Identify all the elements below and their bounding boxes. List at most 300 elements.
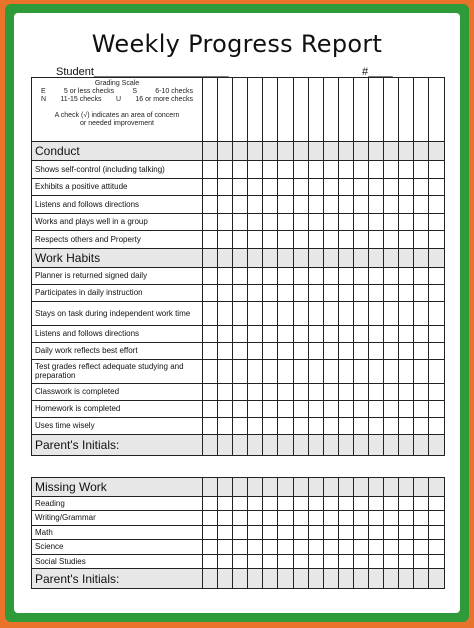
check-cell[interactable] bbox=[233, 400, 248, 417]
check-cell[interactable] bbox=[203, 540, 218, 555]
check-cell[interactable] bbox=[233, 554, 248, 569]
check-cell[interactable] bbox=[248, 248, 263, 267]
check-cell[interactable] bbox=[338, 477, 353, 496]
check-cell[interactable] bbox=[414, 142, 429, 161]
check-cell[interactable] bbox=[203, 496, 218, 511]
check-cell[interactable] bbox=[353, 78, 368, 142]
check-cell[interactable] bbox=[429, 434, 444, 455]
check-cell[interactable] bbox=[369, 284, 384, 301]
check-cell[interactable] bbox=[384, 161, 399, 179]
check-cell[interactable] bbox=[429, 477, 444, 496]
check-cell[interactable] bbox=[308, 78, 323, 142]
check-cell[interactable] bbox=[323, 554, 338, 569]
check-cell[interactable] bbox=[399, 342, 414, 359]
check-cell[interactable] bbox=[338, 417, 353, 434]
check-cell[interactable] bbox=[278, 342, 293, 359]
check-cell[interactable] bbox=[338, 383, 353, 400]
check-cell[interactable] bbox=[203, 284, 218, 301]
check-cell[interactable] bbox=[369, 383, 384, 400]
check-cell[interactable] bbox=[369, 142, 384, 161]
check-cell[interactable] bbox=[353, 231, 368, 249]
check-cell[interactable] bbox=[308, 434, 323, 455]
check-cell[interactable] bbox=[429, 569, 444, 589]
check-cell[interactable] bbox=[218, 213, 233, 231]
check-cell[interactable] bbox=[384, 267, 399, 284]
check-cell[interactable] bbox=[203, 477, 218, 496]
check-cell[interactable] bbox=[293, 434, 308, 455]
check-cell[interactable] bbox=[293, 569, 308, 589]
check-cell[interactable] bbox=[233, 231, 248, 249]
check-cell[interactable] bbox=[384, 342, 399, 359]
check-cell[interactable] bbox=[384, 301, 399, 325]
check-cell[interactable] bbox=[429, 511, 444, 526]
check-cell[interactable] bbox=[233, 284, 248, 301]
check-cell[interactable] bbox=[384, 213, 399, 231]
check-cell[interactable] bbox=[308, 554, 323, 569]
check-cell[interactable] bbox=[203, 569, 218, 589]
check-cell[interactable] bbox=[278, 161, 293, 179]
check-cell[interactable] bbox=[353, 496, 368, 511]
check-cell[interactable] bbox=[233, 342, 248, 359]
check-cell[interactable] bbox=[414, 196, 429, 214]
check-cell[interactable] bbox=[414, 231, 429, 249]
check-cell[interactable] bbox=[338, 525, 353, 540]
check-cell[interactable] bbox=[353, 142, 368, 161]
check-cell[interactable] bbox=[263, 248, 278, 267]
check-cell[interactable] bbox=[338, 231, 353, 249]
check-cell[interactable] bbox=[384, 540, 399, 555]
check-cell[interactable] bbox=[308, 511, 323, 526]
check-cell[interactable] bbox=[353, 400, 368, 417]
check-cell[interactable] bbox=[338, 400, 353, 417]
check-cell[interactable] bbox=[248, 301, 263, 325]
check-cell[interactable] bbox=[384, 569, 399, 589]
check-cell[interactable] bbox=[414, 434, 429, 455]
check-cell[interactable] bbox=[263, 142, 278, 161]
check-cell[interactable] bbox=[323, 383, 338, 400]
check-cell[interactable] bbox=[293, 383, 308, 400]
check-cell[interactable] bbox=[248, 196, 263, 214]
check-cell[interactable] bbox=[263, 569, 278, 589]
check-cell[interactable] bbox=[414, 248, 429, 267]
check-cell[interactable] bbox=[218, 511, 233, 526]
check-cell[interactable] bbox=[233, 196, 248, 214]
check-cell[interactable] bbox=[278, 477, 293, 496]
check-cell[interactable] bbox=[203, 161, 218, 179]
check-cell[interactable] bbox=[338, 325, 353, 342]
check-cell[interactable] bbox=[308, 325, 323, 342]
check-cell[interactable] bbox=[293, 178, 308, 196]
check-cell[interactable] bbox=[278, 231, 293, 249]
check-cell[interactable] bbox=[414, 178, 429, 196]
check-cell[interactable] bbox=[308, 383, 323, 400]
check-cell[interactable] bbox=[429, 400, 444, 417]
check-cell[interactable] bbox=[369, 301, 384, 325]
check-cell[interactable] bbox=[399, 400, 414, 417]
check-cell[interactable] bbox=[414, 417, 429, 434]
check-cell[interactable] bbox=[218, 477, 233, 496]
check-cell[interactable] bbox=[338, 213, 353, 231]
check-cell[interactable] bbox=[218, 496, 233, 511]
check-cell[interactable] bbox=[293, 248, 308, 267]
check-cell[interactable] bbox=[399, 196, 414, 214]
check-cell[interactable] bbox=[429, 161, 444, 179]
check-cell[interactable] bbox=[353, 477, 368, 496]
check-cell[interactable] bbox=[338, 540, 353, 555]
check-cell[interactable] bbox=[248, 359, 263, 383]
check-cell[interactable] bbox=[278, 496, 293, 511]
check-cell[interactable] bbox=[353, 213, 368, 231]
check-cell[interactable] bbox=[233, 267, 248, 284]
check-cell[interactable] bbox=[338, 161, 353, 179]
check-cell[interactable] bbox=[263, 496, 278, 511]
check-cell[interactable] bbox=[414, 477, 429, 496]
check-cell[interactable] bbox=[218, 78, 233, 142]
check-cell[interactable] bbox=[429, 142, 444, 161]
check-cell[interactable] bbox=[233, 161, 248, 179]
check-cell[interactable] bbox=[399, 142, 414, 161]
check-cell[interactable] bbox=[233, 383, 248, 400]
check-cell[interactable] bbox=[369, 78, 384, 142]
check-cell[interactable] bbox=[384, 142, 399, 161]
check-cell[interactable] bbox=[218, 161, 233, 179]
check-cell[interactable] bbox=[233, 477, 248, 496]
check-cell[interactable] bbox=[414, 301, 429, 325]
check-cell[interactable] bbox=[293, 540, 308, 555]
check-cell[interactable] bbox=[263, 540, 278, 555]
check-cell[interactable] bbox=[248, 540, 263, 555]
check-cell[interactable] bbox=[203, 359, 218, 383]
check-cell[interactable] bbox=[399, 434, 414, 455]
check-cell[interactable] bbox=[203, 142, 218, 161]
check-cell[interactable] bbox=[278, 554, 293, 569]
check-cell[interactable] bbox=[248, 434, 263, 455]
check-cell[interactable] bbox=[399, 248, 414, 267]
check-cell[interactable] bbox=[263, 213, 278, 231]
check-cell[interactable] bbox=[338, 267, 353, 284]
check-cell[interactable] bbox=[248, 325, 263, 342]
check-cell[interactable] bbox=[263, 78, 278, 142]
check-cell[interactable] bbox=[218, 248, 233, 267]
check-cell[interactable] bbox=[233, 540, 248, 555]
check-cell[interactable] bbox=[278, 284, 293, 301]
check-cell[interactable] bbox=[293, 400, 308, 417]
check-cell[interactable] bbox=[218, 196, 233, 214]
check-cell[interactable] bbox=[414, 554, 429, 569]
check-cell[interactable] bbox=[429, 554, 444, 569]
check-cell[interactable] bbox=[308, 142, 323, 161]
check-cell[interactable] bbox=[399, 267, 414, 284]
check-cell[interactable] bbox=[218, 434, 233, 455]
check-cell[interactable] bbox=[293, 213, 308, 231]
check-cell[interactable] bbox=[353, 359, 368, 383]
check-cell[interactable] bbox=[308, 569, 323, 589]
check-cell[interactable] bbox=[338, 78, 353, 142]
check-cell[interactable] bbox=[218, 540, 233, 555]
check-cell[interactable] bbox=[263, 231, 278, 249]
check-cell[interactable] bbox=[308, 231, 323, 249]
check-cell[interactable] bbox=[278, 417, 293, 434]
check-cell[interactable] bbox=[308, 342, 323, 359]
check-cell[interactable] bbox=[293, 161, 308, 179]
check-cell[interactable] bbox=[384, 477, 399, 496]
check-cell[interactable] bbox=[353, 554, 368, 569]
check-cell[interactable] bbox=[338, 248, 353, 267]
check-cell[interactable] bbox=[308, 248, 323, 267]
check-cell[interactable] bbox=[369, 511, 384, 526]
check-cell[interactable] bbox=[399, 301, 414, 325]
check-cell[interactable] bbox=[353, 267, 368, 284]
check-cell[interactable] bbox=[203, 248, 218, 267]
check-cell[interactable] bbox=[293, 284, 308, 301]
check-cell[interactable] bbox=[248, 383, 263, 400]
check-cell[interactable] bbox=[203, 417, 218, 434]
check-cell[interactable] bbox=[384, 196, 399, 214]
check-cell[interactable] bbox=[384, 78, 399, 142]
check-cell[interactable] bbox=[263, 511, 278, 526]
check-cell[interactable] bbox=[203, 342, 218, 359]
check-cell[interactable] bbox=[353, 301, 368, 325]
check-cell[interactable] bbox=[203, 383, 218, 400]
check-cell[interactable] bbox=[414, 325, 429, 342]
check-cell[interactable] bbox=[248, 417, 263, 434]
check-cell[interactable] bbox=[399, 477, 414, 496]
check-cell[interactable] bbox=[293, 142, 308, 161]
check-cell[interactable] bbox=[323, 511, 338, 526]
check-cell[interactable] bbox=[203, 301, 218, 325]
check-cell[interactable] bbox=[414, 525, 429, 540]
check-cell[interactable] bbox=[414, 569, 429, 589]
check-cell[interactable] bbox=[308, 496, 323, 511]
check-cell[interactable] bbox=[323, 248, 338, 267]
check-cell[interactable] bbox=[323, 342, 338, 359]
check-cell[interactable] bbox=[203, 325, 218, 342]
check-cell[interactable] bbox=[218, 342, 233, 359]
check-cell[interactable] bbox=[429, 301, 444, 325]
check-cell[interactable] bbox=[278, 196, 293, 214]
check-cell[interactable] bbox=[308, 540, 323, 555]
check-cell[interactable] bbox=[414, 267, 429, 284]
check-cell[interactable] bbox=[429, 383, 444, 400]
check-cell[interactable] bbox=[293, 342, 308, 359]
check-cell[interactable] bbox=[323, 525, 338, 540]
check-cell[interactable] bbox=[414, 78, 429, 142]
check-cell[interactable] bbox=[369, 477, 384, 496]
check-cell[interactable] bbox=[323, 359, 338, 383]
check-cell[interactable] bbox=[369, 540, 384, 555]
check-cell[interactable] bbox=[233, 78, 248, 142]
check-cell[interactable] bbox=[338, 569, 353, 589]
check-cell[interactable] bbox=[369, 231, 384, 249]
check-cell[interactable] bbox=[369, 359, 384, 383]
check-cell[interactable] bbox=[429, 284, 444, 301]
check-cell[interactable] bbox=[293, 477, 308, 496]
check-cell[interactable] bbox=[293, 359, 308, 383]
check-cell[interactable] bbox=[353, 342, 368, 359]
check-cell[interactable] bbox=[203, 78, 218, 142]
check-cell[interactable] bbox=[323, 417, 338, 434]
check-cell[interactable] bbox=[399, 178, 414, 196]
check-cell[interactable] bbox=[429, 325, 444, 342]
check-cell[interactable] bbox=[203, 178, 218, 196]
check-cell[interactable] bbox=[263, 434, 278, 455]
check-cell[interactable] bbox=[323, 161, 338, 179]
check-cell[interactable] bbox=[369, 434, 384, 455]
check-cell[interactable] bbox=[248, 142, 263, 161]
check-cell[interactable] bbox=[308, 477, 323, 496]
check-cell[interactable] bbox=[429, 359, 444, 383]
check-cell[interactable] bbox=[218, 284, 233, 301]
check-cell[interactable] bbox=[353, 248, 368, 267]
check-cell[interactable] bbox=[353, 284, 368, 301]
check-cell[interactable] bbox=[353, 178, 368, 196]
check-cell[interactable] bbox=[278, 359, 293, 383]
check-cell[interactable] bbox=[384, 178, 399, 196]
check-cell[interactable] bbox=[369, 161, 384, 179]
check-cell[interactable] bbox=[263, 383, 278, 400]
check-cell[interactable] bbox=[323, 325, 338, 342]
check-cell[interactable] bbox=[399, 231, 414, 249]
check-cell[interactable] bbox=[248, 511, 263, 526]
check-cell[interactable] bbox=[429, 231, 444, 249]
check-cell[interactable] bbox=[414, 496, 429, 511]
check-cell[interactable] bbox=[323, 178, 338, 196]
check-cell[interactable] bbox=[263, 284, 278, 301]
check-cell[interactable] bbox=[278, 540, 293, 555]
check-cell[interactable] bbox=[263, 267, 278, 284]
check-cell[interactable] bbox=[248, 231, 263, 249]
check-cell[interactable] bbox=[263, 400, 278, 417]
check-cell[interactable] bbox=[414, 511, 429, 526]
check-cell[interactable] bbox=[278, 213, 293, 231]
check-cell[interactable] bbox=[369, 267, 384, 284]
check-cell[interactable] bbox=[323, 267, 338, 284]
check-cell[interactable] bbox=[233, 301, 248, 325]
check-cell[interactable] bbox=[233, 325, 248, 342]
check-cell[interactable] bbox=[293, 78, 308, 142]
check-cell[interactable] bbox=[293, 301, 308, 325]
check-cell[interactable] bbox=[263, 196, 278, 214]
check-cell[interactable] bbox=[323, 142, 338, 161]
check-cell[interactable] bbox=[248, 569, 263, 589]
check-cell[interactable] bbox=[263, 325, 278, 342]
check-cell[interactable] bbox=[323, 196, 338, 214]
check-cell[interactable] bbox=[338, 434, 353, 455]
check-cell[interactable] bbox=[323, 569, 338, 589]
check-cell[interactable] bbox=[338, 142, 353, 161]
check-cell[interactable] bbox=[369, 342, 384, 359]
check-cell[interactable] bbox=[308, 267, 323, 284]
check-cell[interactable] bbox=[278, 511, 293, 526]
check-cell[interactable] bbox=[369, 400, 384, 417]
check-cell[interactable] bbox=[323, 477, 338, 496]
check-cell[interactable] bbox=[203, 196, 218, 214]
check-cell[interactable] bbox=[203, 511, 218, 526]
check-cell[interactable] bbox=[263, 477, 278, 496]
check-cell[interactable] bbox=[293, 496, 308, 511]
check-cell[interactable] bbox=[308, 161, 323, 179]
check-cell[interactable] bbox=[338, 359, 353, 383]
check-cell[interactable] bbox=[338, 301, 353, 325]
check-cell[interactable] bbox=[233, 525, 248, 540]
check-cell[interactable] bbox=[429, 496, 444, 511]
check-cell[interactable] bbox=[293, 196, 308, 214]
check-cell[interactable] bbox=[293, 267, 308, 284]
check-cell[interactable] bbox=[429, 78, 444, 142]
check-cell[interactable] bbox=[293, 511, 308, 526]
check-cell[interactable] bbox=[233, 213, 248, 231]
check-cell[interactable] bbox=[323, 434, 338, 455]
check-cell[interactable] bbox=[384, 383, 399, 400]
check-cell[interactable] bbox=[263, 359, 278, 383]
check-cell[interactable] bbox=[248, 477, 263, 496]
check-cell[interactable] bbox=[308, 417, 323, 434]
check-cell[interactable] bbox=[248, 554, 263, 569]
check-cell[interactable] bbox=[338, 496, 353, 511]
check-cell[interactable] bbox=[399, 325, 414, 342]
check-cell[interactable] bbox=[293, 231, 308, 249]
check-cell[interactable] bbox=[248, 284, 263, 301]
check-cell[interactable] bbox=[233, 248, 248, 267]
check-cell[interactable] bbox=[248, 496, 263, 511]
check-cell[interactable] bbox=[399, 78, 414, 142]
check-cell[interactable] bbox=[399, 417, 414, 434]
check-cell[interactable] bbox=[218, 301, 233, 325]
check-cell[interactable] bbox=[278, 325, 293, 342]
check-cell[interactable] bbox=[353, 417, 368, 434]
check-cell[interactable] bbox=[338, 342, 353, 359]
check-cell[interactable] bbox=[399, 161, 414, 179]
check-cell[interactable] bbox=[399, 496, 414, 511]
check-cell[interactable] bbox=[263, 178, 278, 196]
check-cell[interactable] bbox=[293, 417, 308, 434]
check-cell[interactable] bbox=[233, 434, 248, 455]
check-cell[interactable] bbox=[278, 383, 293, 400]
check-cell[interactable] bbox=[369, 213, 384, 231]
check-cell[interactable] bbox=[203, 554, 218, 569]
check-cell[interactable] bbox=[399, 569, 414, 589]
check-cell[interactable] bbox=[203, 231, 218, 249]
check-cell[interactable] bbox=[353, 434, 368, 455]
check-cell[interactable] bbox=[384, 525, 399, 540]
check-cell[interactable] bbox=[384, 248, 399, 267]
check-cell[interactable] bbox=[369, 196, 384, 214]
check-cell[interactable] bbox=[218, 569, 233, 589]
check-cell[interactable] bbox=[369, 417, 384, 434]
check-cell[interactable] bbox=[218, 142, 233, 161]
check-cell[interactable] bbox=[323, 496, 338, 511]
check-cell[interactable] bbox=[414, 383, 429, 400]
check-cell[interactable] bbox=[203, 213, 218, 231]
check-cell[interactable] bbox=[218, 417, 233, 434]
check-cell[interactable] bbox=[399, 213, 414, 231]
check-cell[interactable] bbox=[278, 434, 293, 455]
check-cell[interactable] bbox=[323, 540, 338, 555]
check-cell[interactable] bbox=[399, 554, 414, 569]
check-cell[interactable] bbox=[414, 161, 429, 179]
check-cell[interactable] bbox=[338, 511, 353, 526]
check-cell[interactable] bbox=[369, 554, 384, 569]
check-cell[interactable] bbox=[429, 213, 444, 231]
check-cell[interactable] bbox=[233, 359, 248, 383]
check-cell[interactable] bbox=[414, 284, 429, 301]
check-cell[interactable] bbox=[278, 301, 293, 325]
check-cell[interactable] bbox=[384, 284, 399, 301]
check-cell[interactable] bbox=[233, 142, 248, 161]
check-cell[interactable] bbox=[414, 400, 429, 417]
check-cell[interactable] bbox=[399, 359, 414, 383]
check-cell[interactable] bbox=[233, 178, 248, 196]
